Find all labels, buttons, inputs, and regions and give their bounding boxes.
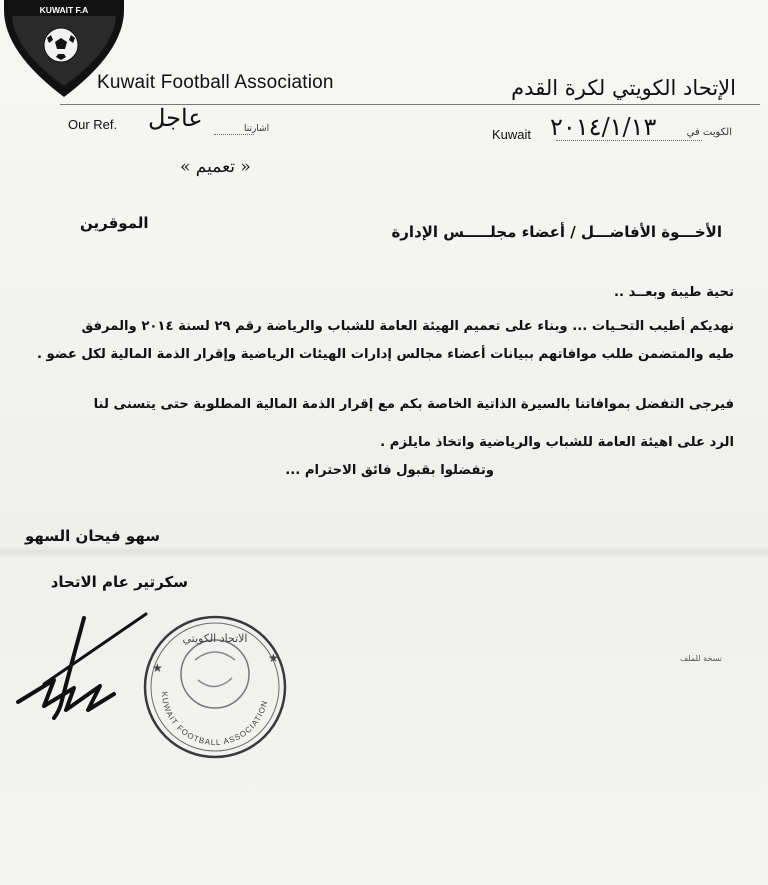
dateline-label-ar: الكويت في bbox=[686, 127, 732, 138]
org-name-ar: الإتحاد الكويتي لكرة القدم bbox=[511, 76, 736, 100]
body-line: طيه والمتضمن طلب موافاتهم ببيانات أعضاء مجالس إدارات الهيئات الرياضية وإقرار الذمة المالية لكل عضو . bbox=[36, 347, 734, 362]
closing-line: وتفضلوا بقبول فائق الاحترام ... bbox=[285, 463, 494, 478]
signatory-name: سهو فيحان السهو bbox=[24, 527, 160, 545]
honorific: الموقرين bbox=[80, 214, 149, 232]
official-stamp bbox=[140, 612, 290, 762]
svg-text:KUWAIT FOOTBALL ASSOCIATION: KUWAIT FOOTBALL ASSOCIATION bbox=[159, 691, 270, 748]
letter-body bbox=[14, 285, 734, 478]
paper-fold-crease bbox=[0, 545, 768, 559]
body-line: فيرجى التفضل بموافاتنا بالسيرة الذاتية الخاصة بكم مع إقرار الذمة المالية المطلوبة حتى يتسنى لنا bbox=[93, 397, 734, 412]
circular-label: « تعميم » bbox=[180, 157, 251, 177]
addressee: الأخـــوة الأفاضـــل / أعضاء مجلـــــس الإدارة bbox=[391, 223, 722, 241]
our-ref-label: Our Ref. bbox=[68, 117, 118, 132]
greeting: تحية طيبة وبعــد .. bbox=[613, 285, 734, 300]
date-dotted-line bbox=[556, 140, 702, 141]
logo-caption: KUWAIT F.A bbox=[39, 5, 89, 15]
copy-note: نسخة للملف bbox=[680, 654, 722, 663]
org-name-en: Kuwait Football Association bbox=[97, 72, 334, 93]
our-ref-label-ar: اشارتنا bbox=[244, 124, 270, 134]
signatory-title: سكرتير عام الاتحاد bbox=[50, 573, 188, 591]
ref-dotted-line bbox=[214, 134, 254, 135]
svg-text:★: ★ bbox=[268, 651, 279, 665]
body-line: الرد على اهيئة العامة للشباب والرياضية واتخاذ مايلزم . bbox=[380, 435, 734, 450]
body-line: نهديكم أطيب التحـيات ... وبناء على تعميم الهيئة العامة للشباب والرياضة رقم ٢٩ لسنة ٢٠١٤ والمرفق bbox=[81, 319, 734, 334]
letter-date: ٢٠١٤/١/١٣ bbox=[550, 113, 657, 141]
svg-text:★: ★ bbox=[152, 661, 163, 675]
svg-text:الاتحاد الكويتي: الاتحاد الكويتي bbox=[182, 632, 248, 645]
dateline-label: Kuwait bbox=[492, 127, 532, 142]
handwritten-signature bbox=[14, 610, 154, 725]
our-ref-value: عاجل bbox=[148, 104, 203, 132]
